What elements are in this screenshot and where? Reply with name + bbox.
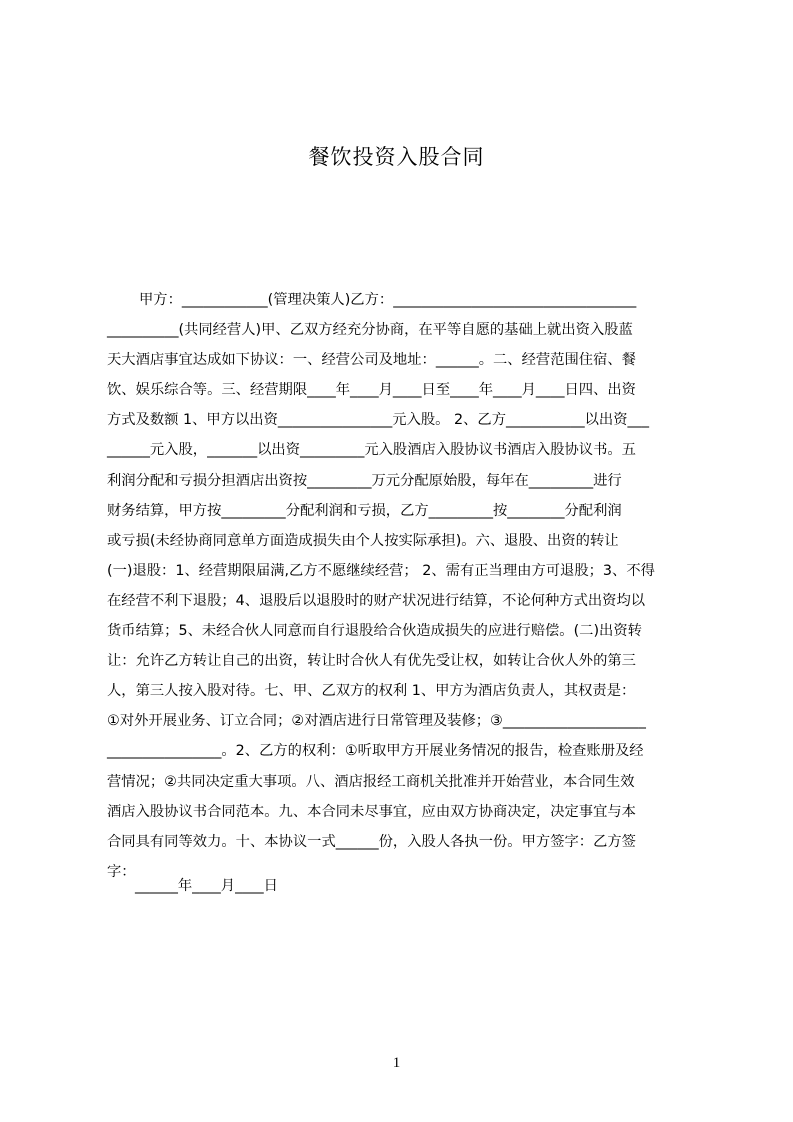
body-line: ________________。2、乙方的权利：①听取甲方开展业务情况的报告，检查账册及经 [107,743,644,760]
date-line: ______年____月____日 [135,878,278,894]
body-line: 酒店入股协议书合同范本。九、本合同未尽事宜，应由双方协商决定，决定事宜与本 [107,803,636,820]
body-line: 营情况；②共同决定重大事项。八、酒店报经工商机关批准并开始营业，本合同生效 [107,773,635,790]
body-line: __________(共同经营人)甲、乙双方经充分协商，在平等自愿的基础上就出资入股蓝 [107,322,633,339]
body-line: 饮、娱乐综合等。三、经营期限____年____月____日至____年____月____日四、出资 [107,382,636,399]
document-title: 餐饮投资入股合同 [308,145,485,169]
body-line: 在经营不利下退股；4、退股后以退股时的财产状况进行结算，不论何种方式出资均以 [107,592,646,609]
body-line: 财务结算，甲方按_________分配利润和亏损，乙方_________按________分配利润 [107,502,622,519]
body-line: 方式及数额 1、甲方以出资________________元入股。 2、乙方___________以出资___ [107,412,649,429]
body-line: 货币结算；5、未经合伙人同意而自行退股给合伙造成损失的应进行赔偿。(二)出资转 [107,623,642,640]
body-line: 天大酒店事宜达成如下协议：一、经营公司及地址：______。二、经营范围住宿、餐 [107,352,636,369]
contract-body [107,285,699,880]
body-line: 或亏损(未经协商同意单方面造成损失由个人按实际承担)。六、退股、出资的转让 [107,532,619,549]
body-line: 让：允许乙方转让自己的出资，转让时合伙人有优先受让权，如转让合伙人外的第三 [107,653,636,670]
body-line: 利润分配和亏损分担酒店出资按_________万元分配原始股，每年在_________进行 [107,472,622,489]
body-line: ______元入股，_______以出资_________元入股酒店入股协议书酒店入股协议书。五 [107,442,636,459]
body-line: 甲方：____________(管理决策人)乙方：__________________________________ [139,292,637,308]
body-line: 人，第三人按入股对待。七、甲、乙双方的权利 1、甲方为酒店负责人，其权责是： [107,683,636,700]
page-number: 1 [392,1055,401,1071]
body-line: (一)退股：1、经营期限届满,乙方不愿继续经营； 2、需有正当理由方可退股；3、不得 [107,562,655,579]
body-line: 字： [107,863,136,880]
body-line: ①对外开展业务、订立合同；②对酒店进行日常管理及装修；③____________________ [107,713,646,730]
body-line: 合同具有同等效力。十、本协议一式______份，入股人各执一份。甲方签字：乙方签 [107,833,636,850]
